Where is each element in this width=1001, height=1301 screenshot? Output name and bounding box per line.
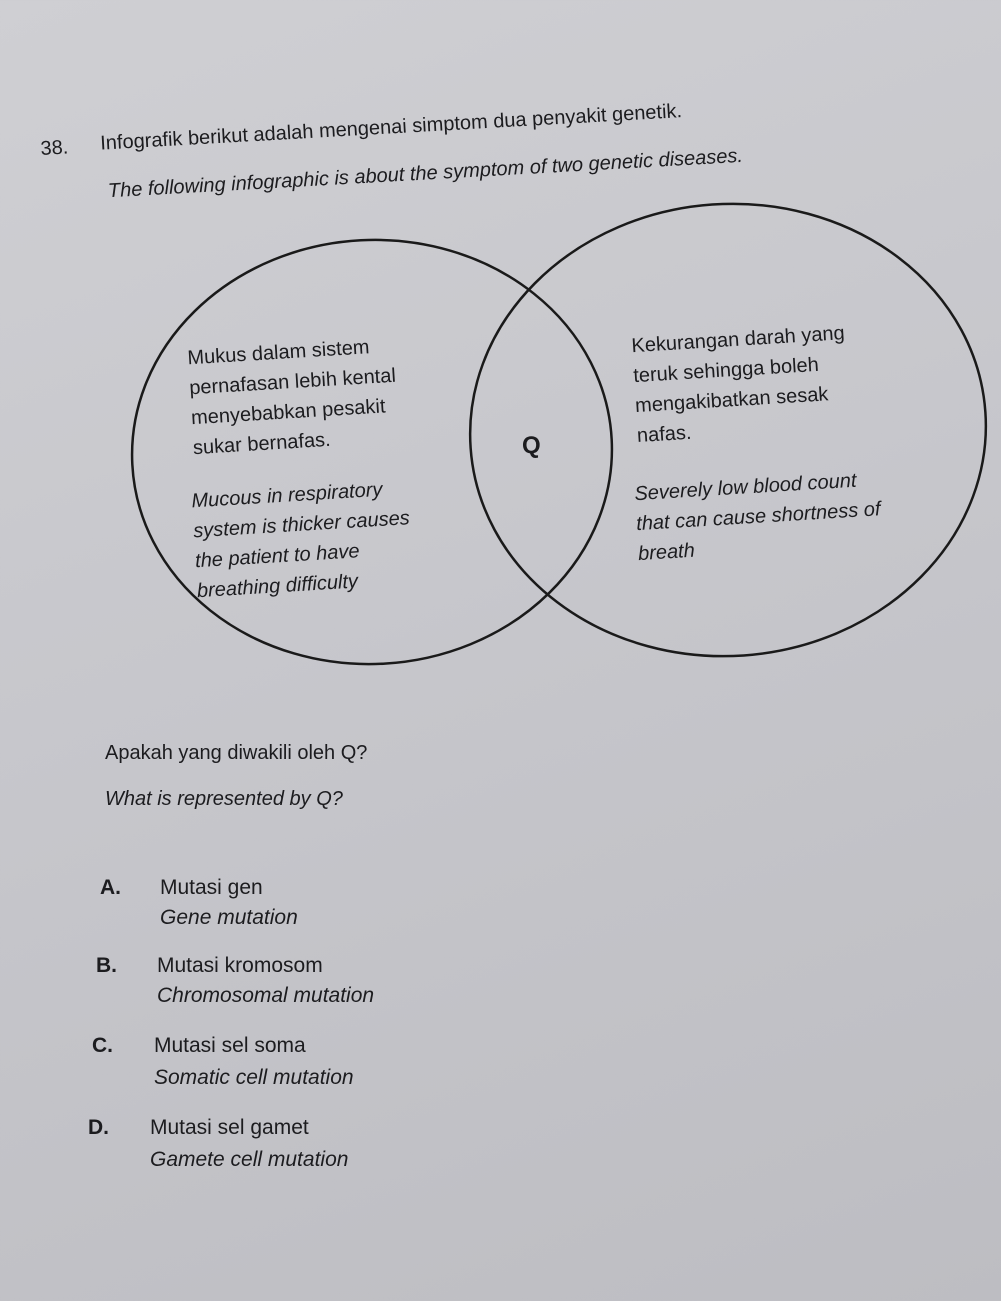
prompt-en: What is represented by Q? <box>105 788 343 810</box>
question-stem-ms: Infografik berikut adalah mengenai simptom dua penyakit genetik. <box>99 100 683 155</box>
left-en-line-4: breathing difficulty <box>196 570 359 603</box>
left-en-line-3: the patient to have <box>194 540 361 573</box>
right-en-line-1: Severely low blood count <box>633 469 858 506</box>
right-en-line-3: breath <box>637 539 696 566</box>
intersection-label-q: Q <box>522 432 541 459</box>
left-en-line-2: system is thicker causes <box>192 507 411 543</box>
right-ms-line-3: mengakibatkan sesak <box>634 383 829 418</box>
option-d-en: Gamete cell mutation <box>150 1148 349 1171</box>
right-text-en <box>634 461 939 569</box>
left-ms-line-4: sukar bernafas. <box>192 428 332 460</box>
option-b-en: Chromosomal mutation <box>157 984 375 1007</box>
option-c-en: Somatic cell mutation <box>154 1066 354 1089</box>
right-en-line-2: that can cause shortness of <box>635 498 882 536</box>
left-en-line-1: Mucous in respiratory <box>190 478 384 513</box>
option-d-ms: Mutasi sel gamet <box>150 1116 309 1139</box>
left-ms-line-1: Mukus dalam sistem <box>186 336 371 370</box>
left-ms-line-2: pernafasan lebih kental <box>188 364 397 400</box>
option-a-en: Gene mutation <box>160 906 298 929</box>
right-ms-line-1: Kekurangan darah yang <box>630 322 846 358</box>
right-ms-line-4: nafas. <box>636 421 693 448</box>
option-a-ms: Mutasi gen <box>160 876 263 899</box>
left-text-en <box>191 470 470 606</box>
left-ms-line-3: menyebabkan pesakit <box>190 395 387 430</box>
prompt-ms: Apakah yang diwakili oleh Q? <box>105 742 368 764</box>
option-a-letter: A. <box>100 876 121 899</box>
option-b-letter: B. <box>96 954 117 977</box>
left-text-ms <box>187 327 466 463</box>
option-c-ms: Mutasi sel soma <box>154 1034 306 1057</box>
right-ms-line-2: teruk sehingga boleh <box>632 353 820 388</box>
question-stem-en: The following infographic is about the symptom of two genetic diseases. <box>107 144 744 203</box>
right-text-ms <box>631 313 938 451</box>
question-number: 38. <box>39 136 69 160</box>
option-b-ms: Mutasi kromosom <box>157 954 323 977</box>
option-d-letter: D. <box>88 1116 109 1139</box>
option-c-letter: C. <box>92 1034 113 1057</box>
